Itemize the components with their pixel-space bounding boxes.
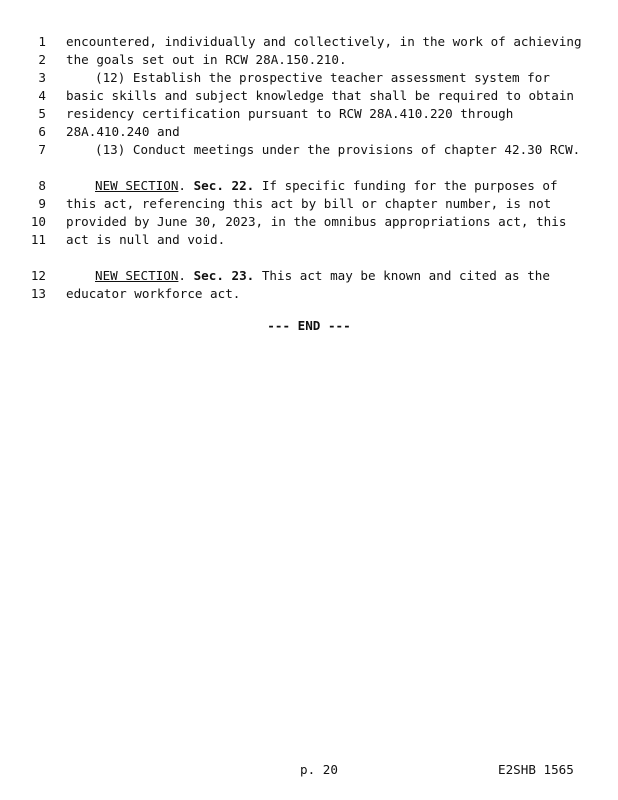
line-number: 4 [38, 88, 46, 103]
bill-number: E2SHB 1565 [498, 762, 574, 777]
line-text: (13) Conduct meetings under the provisions of chapter 42.30 RCW. [95, 142, 581, 157]
line-number: 9 [38, 196, 46, 211]
line-number: 2 [38, 52, 46, 67]
line-number: 11 [30, 232, 46, 247]
section-line: NEW SECTION. Sec. 22. If specific funding for the purposes of [95, 178, 558, 193]
section-number: Sec. 23. [193, 268, 255, 283]
section-line: NEW SECTION. Sec. 23. This act may be known and cited as the [95, 268, 550, 283]
line-number: 7 [38, 142, 46, 157]
new-section-label: NEW SECTION [95, 268, 179, 283]
line-text: residency certification pursuant to RCW 28A.410.220 through [66, 106, 514, 121]
line-text: educator workforce act. [66, 286, 241, 301]
line-text: This act may be known and cited as the [261, 268, 550, 283]
line-number: 12 [30, 268, 46, 283]
section-number: Sec. 22. [193, 178, 255, 193]
line-number: 13 [30, 286, 46, 301]
line-text: act is null and void. [66, 232, 226, 247]
line-text: this act, referencing this act by bill or chapter number, is not [66, 196, 552, 211]
line-number: 1 [38, 34, 46, 49]
line-text: basic skills and subject knowledge that shall be required to obtain [66, 88, 574, 103]
line-text: (12) Establish the prospective teacher assessment system for [95, 70, 550, 85]
line-text: the goals set out in RCW 28A.150.210. [66, 52, 347, 67]
line-text: provided by June 30, 2023, in the omnibus appropriations act, this [66, 214, 567, 229]
line-text: 28A.410.240 and [66, 124, 180, 139]
line-text: encountered, individually and collectively, in the work of achieving [66, 34, 582, 49]
line-number: 8 [38, 178, 46, 193]
line-number: 10 [30, 214, 46, 229]
line-number: 3 [38, 70, 46, 85]
line-number: 5 [38, 106, 46, 121]
line-text: If specific funding for the purposes of [261, 178, 558, 193]
line-number: 6 [38, 124, 46, 139]
page-number: p. 20 [300, 762, 338, 777]
end-marker: --- END --- [267, 318, 351, 333]
new-section-label: NEW SECTION [95, 178, 179, 193]
